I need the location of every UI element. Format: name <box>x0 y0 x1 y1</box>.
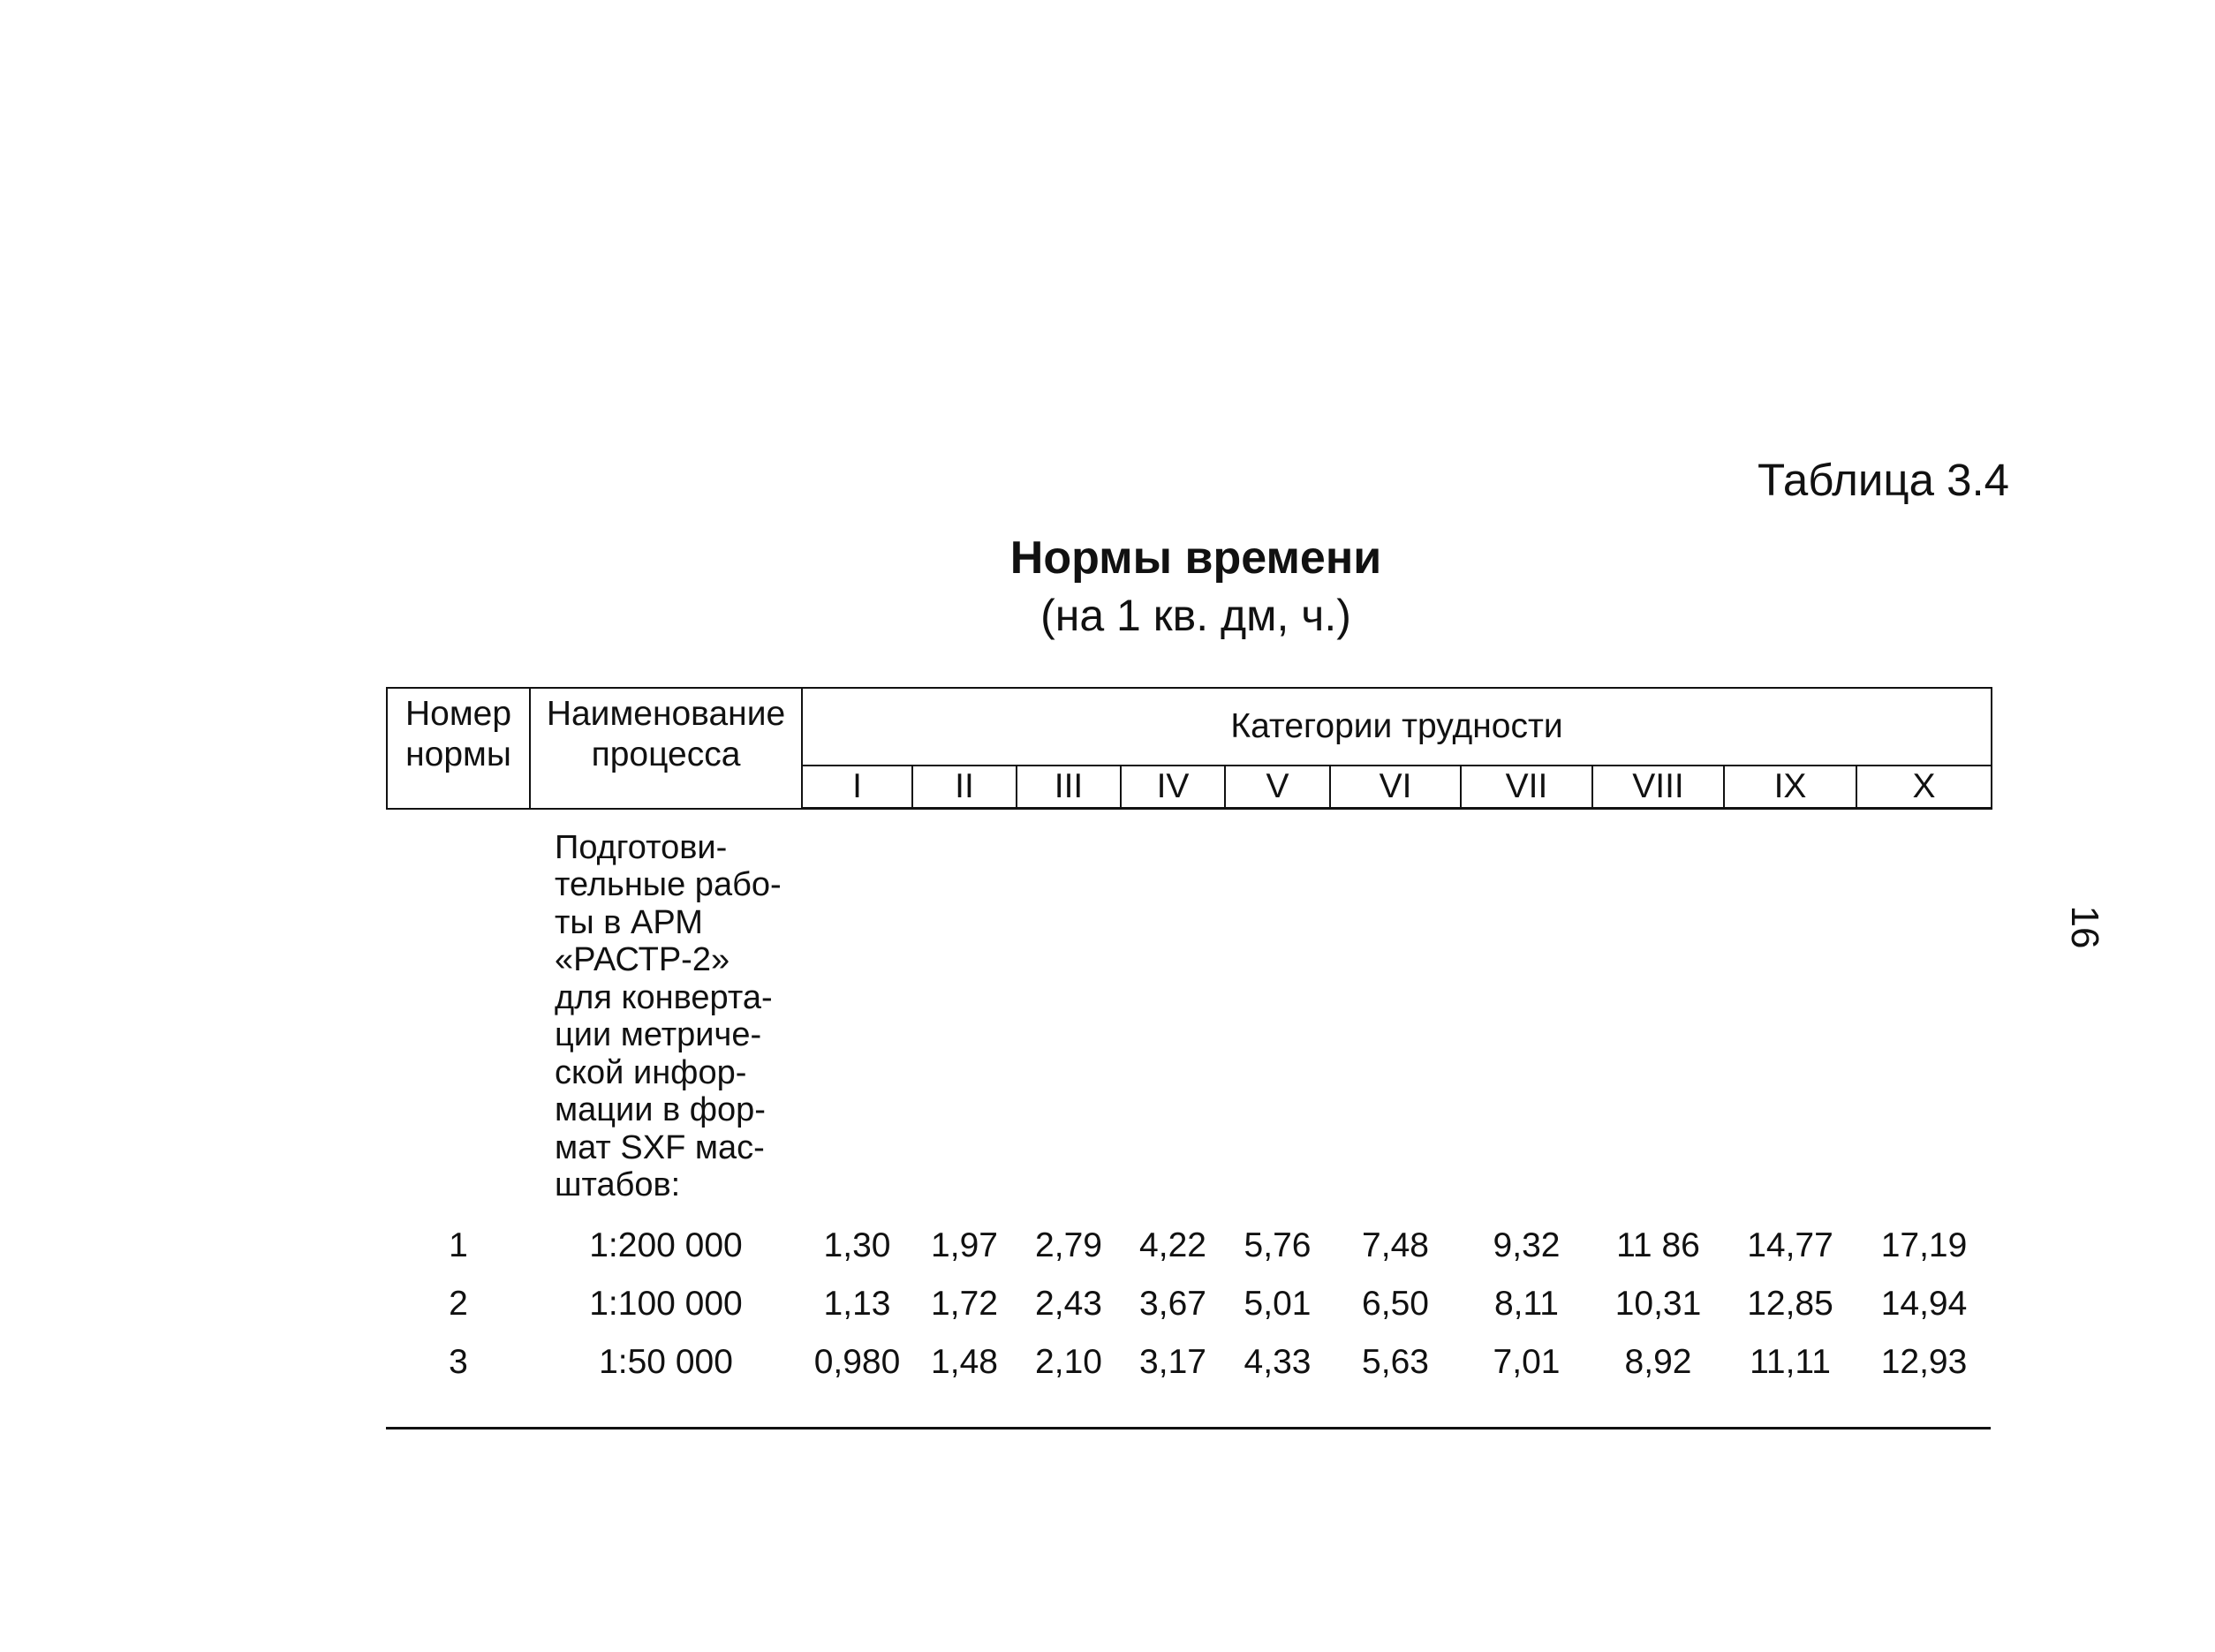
table-bottom-rule <box>386 1427 1991 1429</box>
row-number: 3 <box>449 1343 468 1382</box>
value-cell: 1,48 <box>931 1343 998 1382</box>
value-cell: 7,01 <box>1493 1343 1561 1382</box>
value-cell: 4,22 <box>1139 1226 1206 1265</box>
value-cell: 11,11 <box>1750 1343 1831 1382</box>
value-cell: 2,10 <box>1035 1343 1102 1382</box>
header-categories-title: Категории трудности <box>802 688 1992 766</box>
value-cell: 7,48 <box>1362 1226 1429 1265</box>
page-number: 16 <box>2063 905 2106 949</box>
header-category-9: IX <box>1724 766 1856 809</box>
section-row <box>387 809 1992 1217</box>
value-cell: 9,32 <box>1493 1226 1561 1265</box>
value-cell: 8,11 <box>1493 1285 1559 1324</box>
value-cell: 2,43 <box>1035 1285 1102 1324</box>
value-cell: 17,19 <box>1880 1226 1968 1265</box>
value-cell: 3,17 <box>1139 1343 1206 1382</box>
header-category-8: VIII <box>1592 766 1724 809</box>
value-cell: 14,94 <box>1880 1285 1968 1324</box>
table-row-1 <box>387 1217 1992 1275</box>
value-cell: 1,30 <box>823 1226 891 1265</box>
value-cell: 12,85 <box>1747 1285 1833 1324</box>
value-cell: 6,50 <box>1362 1285 1429 1324</box>
value-cell: 4,33 <box>1244 1343 1312 1382</box>
value-cell: 1,13 <box>823 1285 891 1324</box>
table-title: Нормы времени <box>1009 532 1382 584</box>
header-category-10: X <box>1856 766 1992 809</box>
row-scale: 1:50 000 <box>599 1343 733 1382</box>
header-norm-number: Номер нормы <box>387 688 530 809</box>
value-cell: 11 86 <box>1616 1226 1700 1265</box>
header-process-name: Наименование процесса <box>530 688 802 809</box>
row-scale: 1:200 000 <box>589 1226 743 1265</box>
section-description-text: Подготови- тельные рабо- ты в АРМ «РАСТР-2» для конверта- ции метриче- ской инфор- мации в фор- мат SXF мас- штабов: <box>555 828 782 1204</box>
section-empty-cell <box>802 809 1992 1217</box>
value-cell: 3,67 <box>1139 1285 1206 1324</box>
value-cell: 14,77 <box>1747 1226 1833 1265</box>
table-row-3 <box>387 1333 1992 1392</box>
value-cell: 2,79 <box>1035 1226 1102 1265</box>
row-number: 1 <box>449 1226 468 1265</box>
header-category-6: VI <box>1330 766 1461 809</box>
table-row-2 <box>387 1275 1992 1333</box>
header-category-4: IV <box>1121 766 1225 809</box>
value-cell: 8,92 <box>1624 1343 1692 1382</box>
row-number: 2 <box>449 1285 468 1324</box>
table-subtitle: (на 1 кв. дм, ч.) <box>1040 591 1351 640</box>
value-cell: 5,63 <box>1362 1343 1429 1382</box>
row-scale: 1:100 000 <box>589 1285 743 1324</box>
header-category-7: VII <box>1461 766 1592 809</box>
section-description <box>530 809 802 1217</box>
value-cell: 0,980 <box>813 1343 901 1382</box>
value-cell: 12,93 <box>1880 1343 1968 1382</box>
value-cell: 5,01 <box>1244 1285 1312 1324</box>
value-cell: 10,31 <box>1614 1285 1702 1324</box>
header-category-5: V <box>1225 766 1330 809</box>
value-cell: 5,76 <box>1244 1226 1312 1265</box>
header-category-2: II <box>912 766 1017 809</box>
header-category-3: III <box>1017 766 1121 809</box>
header-category-1: I <box>802 766 912 809</box>
norms-table <box>386 687 1992 1392</box>
value-cell: 1,72 <box>931 1285 998 1324</box>
table-number-label: Таблица 3.4 <box>1758 455 2010 505</box>
section-number-cell <box>387 809 530 1217</box>
value-cell: 1,97 <box>931 1226 998 1265</box>
